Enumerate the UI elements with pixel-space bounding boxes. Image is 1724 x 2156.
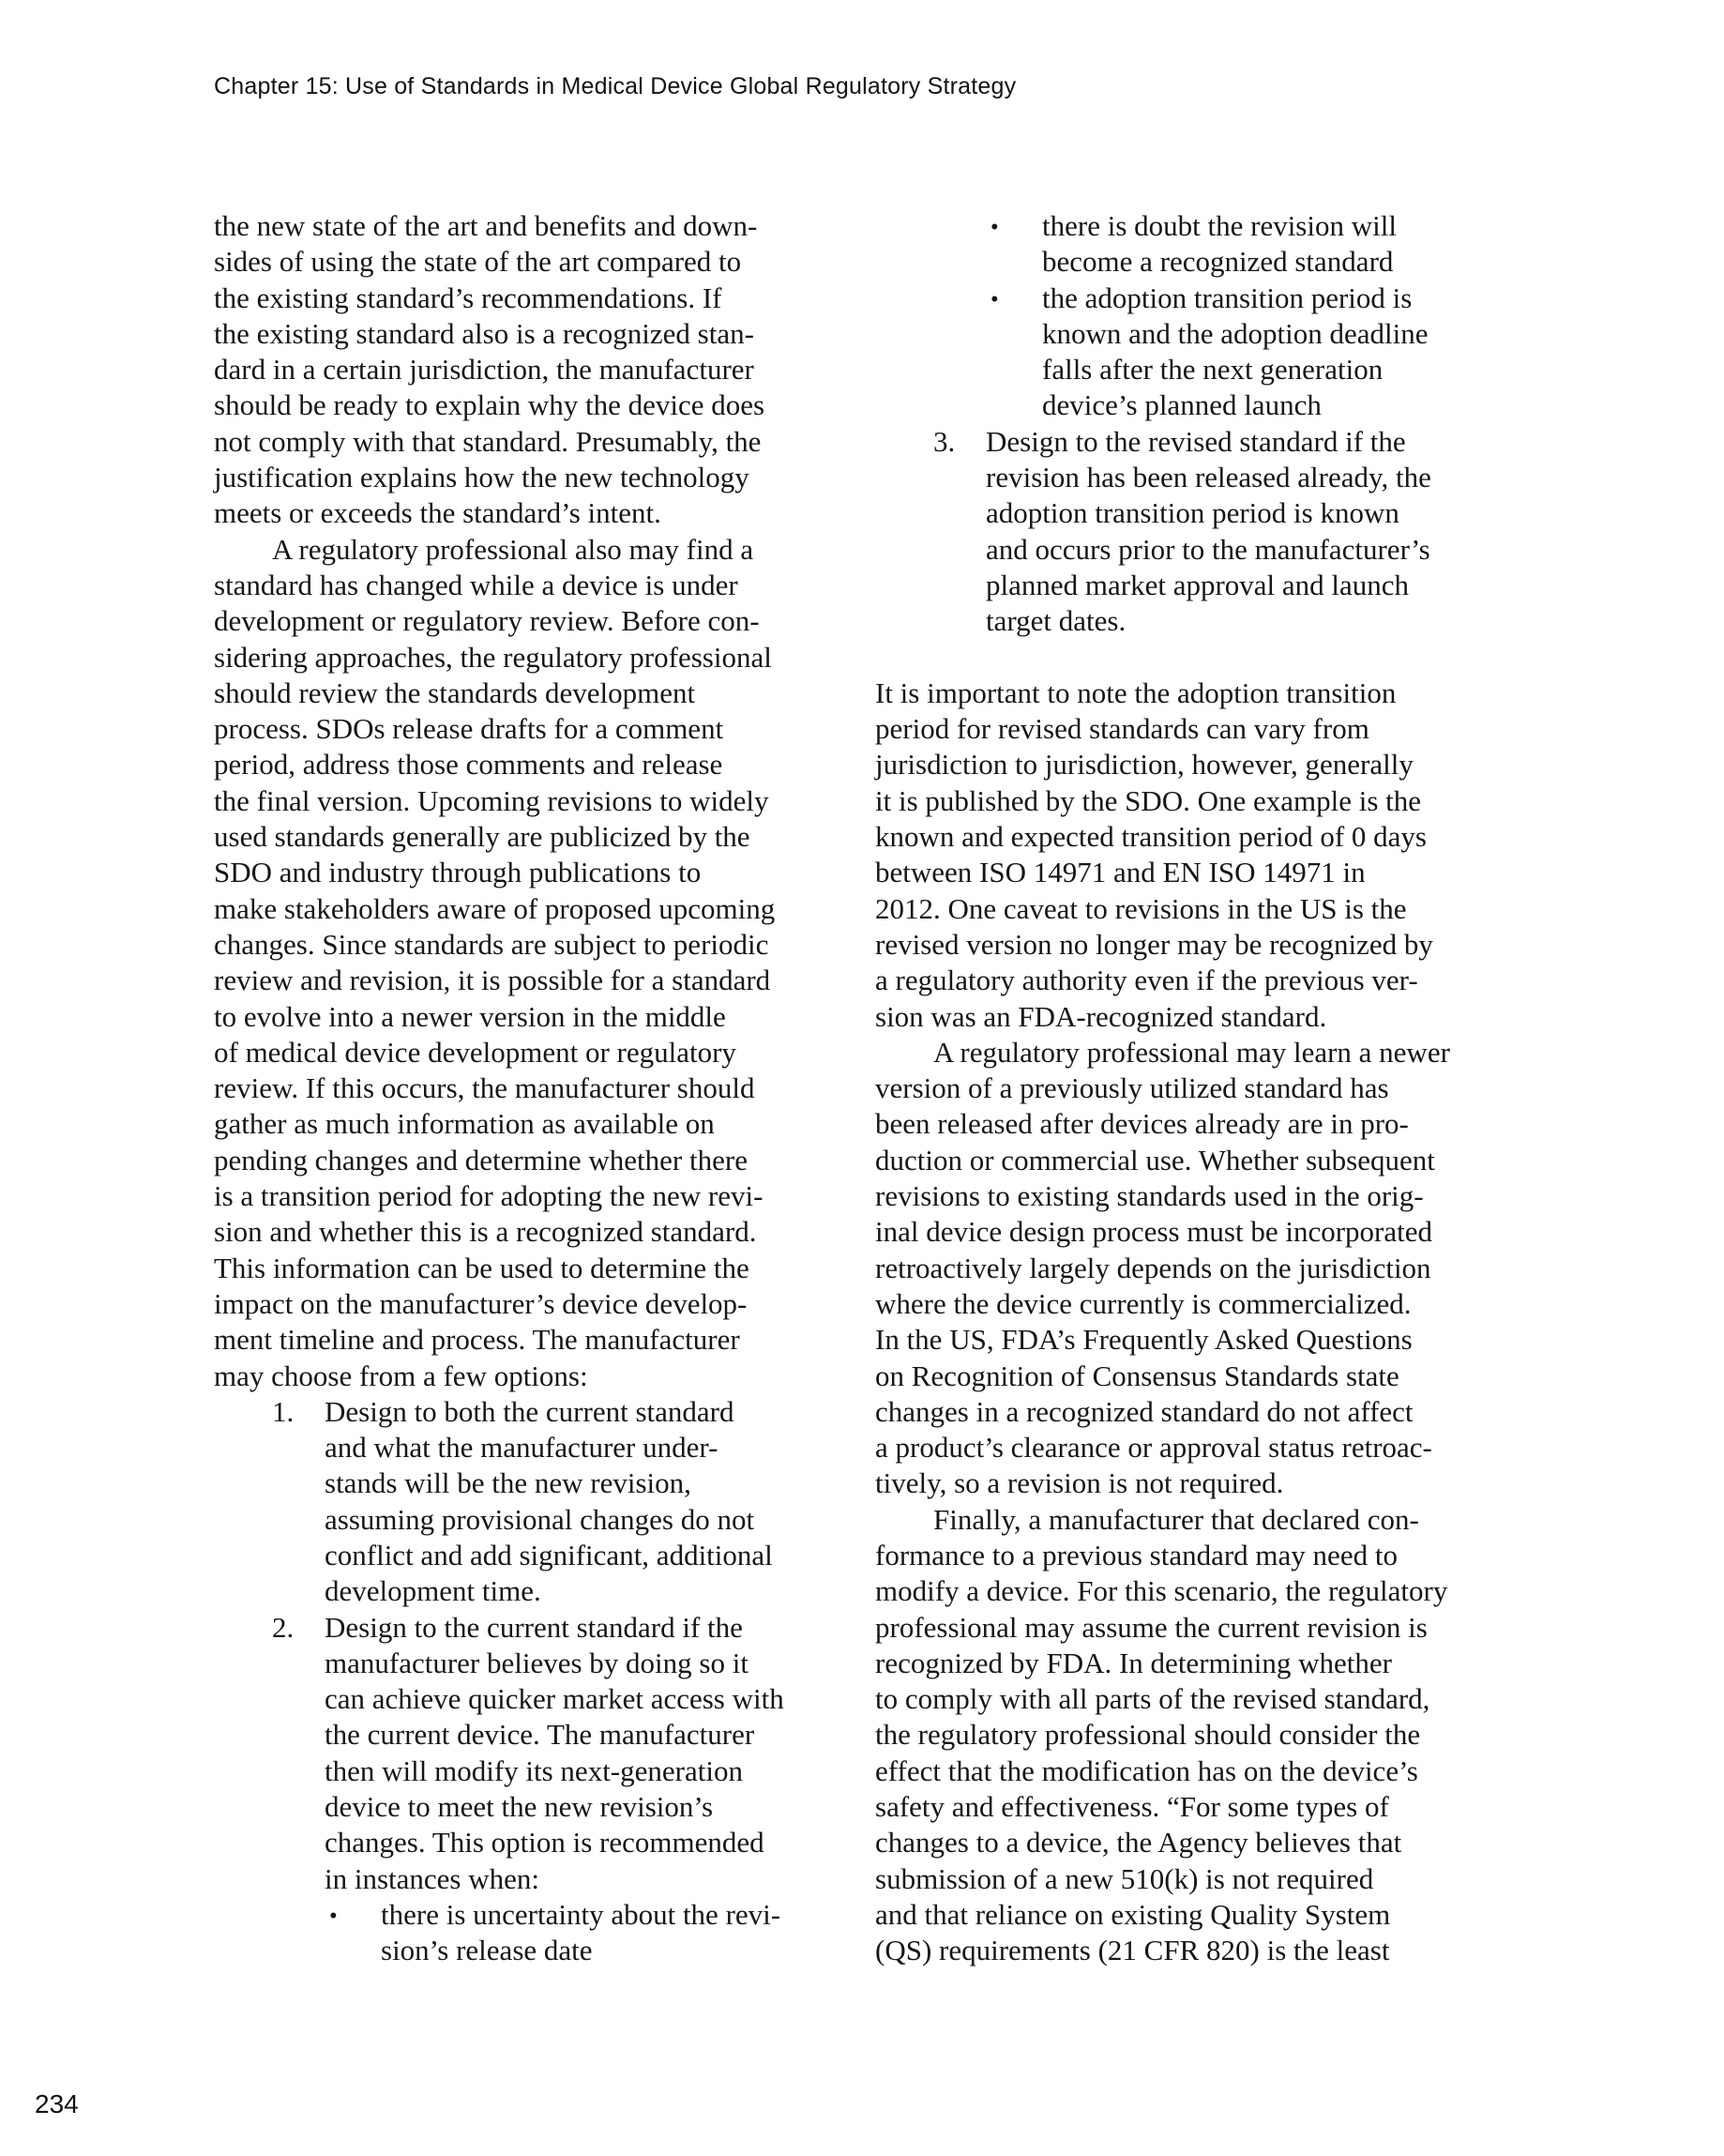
text-line: tively, so a revision is not required. (875, 1466, 1284, 1500)
text-line: SDO and industry through publications to (214, 856, 702, 889)
text-line: device’s planned launch (1042, 388, 1322, 422)
text-line: period, address those comments and release (214, 748, 723, 782)
text-line: not comply with that standard. Presumably, the (214, 424, 762, 458)
text-line: changes. Since standards are subject to periodic (214, 927, 769, 961)
text-line: planned market approval and launch (986, 568, 1410, 601)
paragraph (875, 676, 1468, 1035)
text-line: effect that the modification has on the device’s (875, 1754, 1418, 1787)
text-line: revision has been released already, the (986, 461, 1431, 494)
text-line: there is doubt the revision will (1042, 209, 1397, 242)
list-number: 2. (272, 1610, 295, 1644)
text-line: the new state of the art and benefits and down- (214, 209, 758, 242)
text-line: recognized by FDA. In determining whether (875, 1646, 1392, 1679)
text-line: between ISO 14971 and EN ISO 14971 in (875, 856, 1366, 889)
text-line: pending changes and determine whether there (214, 1143, 748, 1177)
text-line: a product’s clearance or approval status retroac- (875, 1431, 1432, 1465)
text-line: revisions to existing standards used in the orig- (875, 1179, 1424, 1213)
text-line: to evolve into a newer version in the middle (214, 999, 726, 1033)
list-number: 3. (933, 424, 956, 458)
text-line: the existing standard also is a recognized stan- (214, 316, 754, 350)
text-line: make stakeholders aware of proposed upcoming (214, 891, 776, 925)
text-line: process. SDOs release drafts for a comment (214, 712, 724, 746)
text-line: of medical device development or regulatory (214, 1035, 736, 1069)
text-line: sion’s release date (381, 1934, 593, 1967)
text-line: falls after the next generation (1042, 353, 1384, 387)
text-line: jurisdiction to jurisdiction, however, generally (875, 748, 1414, 782)
paragraph (214, 532, 807, 1394)
text-column-left (214, 208, 807, 1969)
text-line: on Recognition of Consensus Standards state (875, 1359, 1399, 1392)
paragraph (875, 1035, 1468, 1502)
text-line: device to meet the new revision’s (325, 1790, 714, 1824)
text-line: and what the manufacturer under- (325, 1431, 718, 1465)
text-line: Design to the current standard if the (325, 1610, 743, 1644)
text-line: changes to a device, the Agency believes that (875, 1826, 1402, 1860)
page-number: 234 (35, 2089, 79, 2118)
text-line: safety and effectiveness. “For some types of (875, 1790, 1389, 1824)
paragraph (875, 1502, 1468, 1969)
bullet-icon: • (991, 215, 999, 240)
text-line: Design to the revised standard if the (986, 424, 1406, 458)
text-line: the final version. Upcoming revisions to widely (214, 783, 769, 817)
bullet-list-item (214, 1897, 807, 1969)
text-line: impact on the manufacturer’s device develop- (214, 1286, 748, 1320)
text-line: where the device currently is commercialized. (875, 1286, 1412, 1320)
list-number: 1. (272, 1394, 295, 1428)
bullet-icon: • (329, 1903, 338, 1929)
text-line: development time. (325, 1574, 541, 1608)
text-line: revised version no longer may be recognized by (875, 927, 1433, 961)
text-line: the regulatory professional should consider the (875, 1718, 1421, 1752)
text-line: A regulatory professional also may find a (272, 532, 754, 566)
text-line: review and revision, it is possible for a standard (214, 964, 771, 997)
text-line: Finally, a manufacturer that declared con- (933, 1502, 1419, 1536)
text-line: Design to both the current standard (325, 1394, 734, 1428)
numbered-list-item (875, 424, 1468, 640)
text-line: 2012. One caveat to revisions in the US is the (875, 891, 1407, 925)
text-line: (QS) requirements (21 CFR 820) is the least (875, 1934, 1390, 1967)
text-line: gather as much information as available on (214, 1107, 715, 1141)
text-line: stands will be the new revision, (325, 1466, 691, 1500)
text-line: changes in a recognized standard do not affect (875, 1394, 1414, 1428)
text-column-right (875, 208, 1468, 1969)
text-line: should review the standards development (214, 676, 696, 709)
text-line: known and the adoption deadline (1042, 316, 1429, 350)
text-line: review. If this occurs, the manufacturer should (214, 1071, 755, 1105)
text-line: is a transition period for adopting the new revi- (214, 1179, 764, 1213)
text-line: known and expected transition period of 0 days (875, 820, 1427, 854)
text-line: should be ready to explain why the device does (214, 388, 765, 422)
text-line: This information can be used to determine the (214, 1251, 749, 1284)
text-line: professional may assume the current revision is (875, 1610, 1428, 1644)
text-line: target dates. (986, 604, 1127, 638)
text-line: sides of using the state of the art compared to (214, 245, 742, 279)
text-line: sion and whether this is a recognized standard. (214, 1215, 757, 1249)
text-line: justification explains how the new technology (214, 461, 749, 494)
numbered-list-item (214, 1610, 807, 1897)
text-line: duction or commercial use. Whether subsequent (875, 1143, 1435, 1177)
text-line: can achieve quicker market access with (325, 1682, 784, 1716)
text-line: and that reliance on existing Quality System (875, 1897, 1391, 1931)
bullet-list-item (875, 281, 1468, 424)
text-line: A regulatory professional may learn a newer (933, 1035, 1450, 1069)
text-line: in instances when: (325, 1861, 540, 1895)
paragraph (214, 208, 807, 532)
text-line: been released after devices already are in pro- (875, 1107, 1409, 1141)
running-header: Chapter 15: Use of Standards in Medical Device Global Regulatory Strategy (214, 73, 1017, 99)
text-line: a regulatory authority even if the previous ver- (875, 964, 1418, 997)
text-line: ment timeline and process. The manufacturer (214, 1323, 740, 1357)
text-line: standard has changed while a device is under (214, 568, 738, 601)
paragraph-gap (875, 640, 1468, 676)
text-line: changes. This option is recommended (325, 1826, 764, 1860)
text-line: then will modify its next-generation (325, 1754, 743, 1787)
text-line: and occurs prior to the manufacturer’s (986, 532, 1430, 566)
text-line: dard in a certain jurisdiction, the manufacturer (214, 353, 754, 387)
text-line: period for revised standards can vary from (875, 712, 1369, 746)
text-line: manufacturer believes by doing so it (325, 1646, 749, 1679)
text-line: used standards generally are publicized by the (214, 820, 750, 854)
text-line: modify a device. For this scenario, the regulatory (875, 1574, 1448, 1608)
text-line: sion was an FDA-recognized standard. (875, 999, 1327, 1033)
text-line: submission of a new 510(k) is not required (875, 1861, 1374, 1895)
text-line: retroactively largely depends on the jurisdiction (875, 1251, 1431, 1284)
text-line: formance to a previous standard may need to (875, 1538, 1398, 1571)
text-line: become a recognized standard (1042, 245, 1394, 279)
text-line: conflict and add significant, additional (325, 1538, 773, 1571)
bullet-list-item (875, 208, 1468, 281)
text-line: may choose from a few options: (214, 1359, 588, 1392)
text-line: It is important to note the adoption transition (875, 676, 1397, 709)
text-line: inal device design process must be incorporated (875, 1215, 1432, 1249)
text-line: sidering approaches, the regulatory professional (214, 640, 772, 674)
text-line: meets or exceeds the standard’s intent. (214, 496, 661, 530)
text-line: assuming provisional changes do not (325, 1502, 755, 1536)
text-line: the current device. The manufacturer (325, 1718, 755, 1752)
text-line: it is published by the SDO. One example is the (875, 783, 1422, 817)
numbered-list-item (214, 1394, 807, 1610)
text-line: version of a previously utilized standard has (875, 1071, 1389, 1105)
bullet-icon: • (991, 286, 999, 312)
text-line: development or regulatory review. Before con- (214, 604, 760, 638)
text-line: there is uncertainty about the revi- (381, 1897, 781, 1931)
text-line: the existing standard’s recommendations. If (214, 281, 722, 314)
text-line: adoption transition period is known (986, 496, 1399, 530)
text-line: to comply with all parts of the revised standard, (875, 1682, 1430, 1716)
text-line: the adoption transition period is (1042, 281, 1413, 314)
text-line: In the US, FDA’s Frequently Asked Questions (875, 1323, 1413, 1357)
